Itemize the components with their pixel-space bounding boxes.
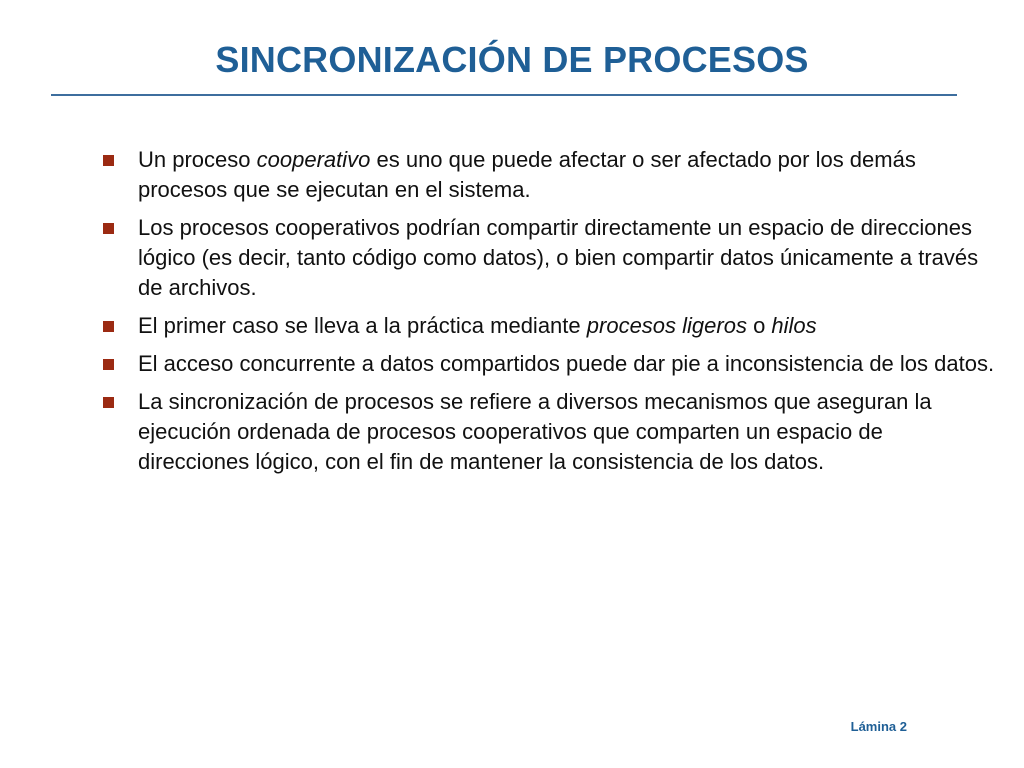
bullet-item — [0, 145, 998, 205]
emphasized-term: cooperativo — [256, 147, 371, 172]
square-bullet-icon — [103, 321, 114, 332]
bullet-text — [138, 313, 817, 338]
bullet-item — [0, 311, 998, 341]
bullet-item — [0, 213, 998, 303]
slide-title: SINCRONIZACIÓN DE PROCESOS — [215, 39, 809, 80]
text-segment: o — [746, 313, 772, 338]
title-divider — [51, 94, 957, 96]
slide-number: Lámina 2 — [850, 719, 907, 734]
text-segment: es uno que puede afectar o ser afectado por los demás procesos que se ejecutan en el sistema. — [138, 147, 916, 202]
square-bullet-icon — [103, 223, 114, 234]
text-segment: Los procesos cooperativos podrían compartir directamente un espacio de direcciones lógico (es decir, tanto código como datos), o bien compartir datos únicamente a través de archivos. — [138, 215, 979, 300]
text-segment: Un proceso — [138, 147, 257, 172]
bullet-text — [138, 351, 994, 376]
square-bullet-icon — [103, 397, 114, 408]
square-bullet-icon — [103, 359, 114, 370]
bullet-text — [138, 147, 916, 202]
text-segment: La sincronización de procesos se refiere a diversos mecanismos que aseguran la ejecución ordenada de procesos cooperativos que comparten un espacio de direcciones lógico, con el fin de mantener la consistencia de los datos. — [138, 389, 932, 474]
bullet-text — [138, 215, 978, 300]
text-segment: El acceso concurrente a datos compartidos puede dar pie a inconsistencia de los datos. — [138, 351, 995, 376]
text-segment: El primer caso se lleva a la práctica mediante — [138, 313, 587, 338]
emphasized-term: hilos — [771, 313, 817, 338]
bullet-text — [138, 389, 932, 474]
square-bullet-icon — [103, 155, 114, 166]
bullet-item — [0, 387, 998, 477]
emphasized-term: procesos ligeros — [586, 313, 747, 338]
bullet-item — [0, 349, 998, 379]
bullet-list — [0, 145, 1024, 485]
